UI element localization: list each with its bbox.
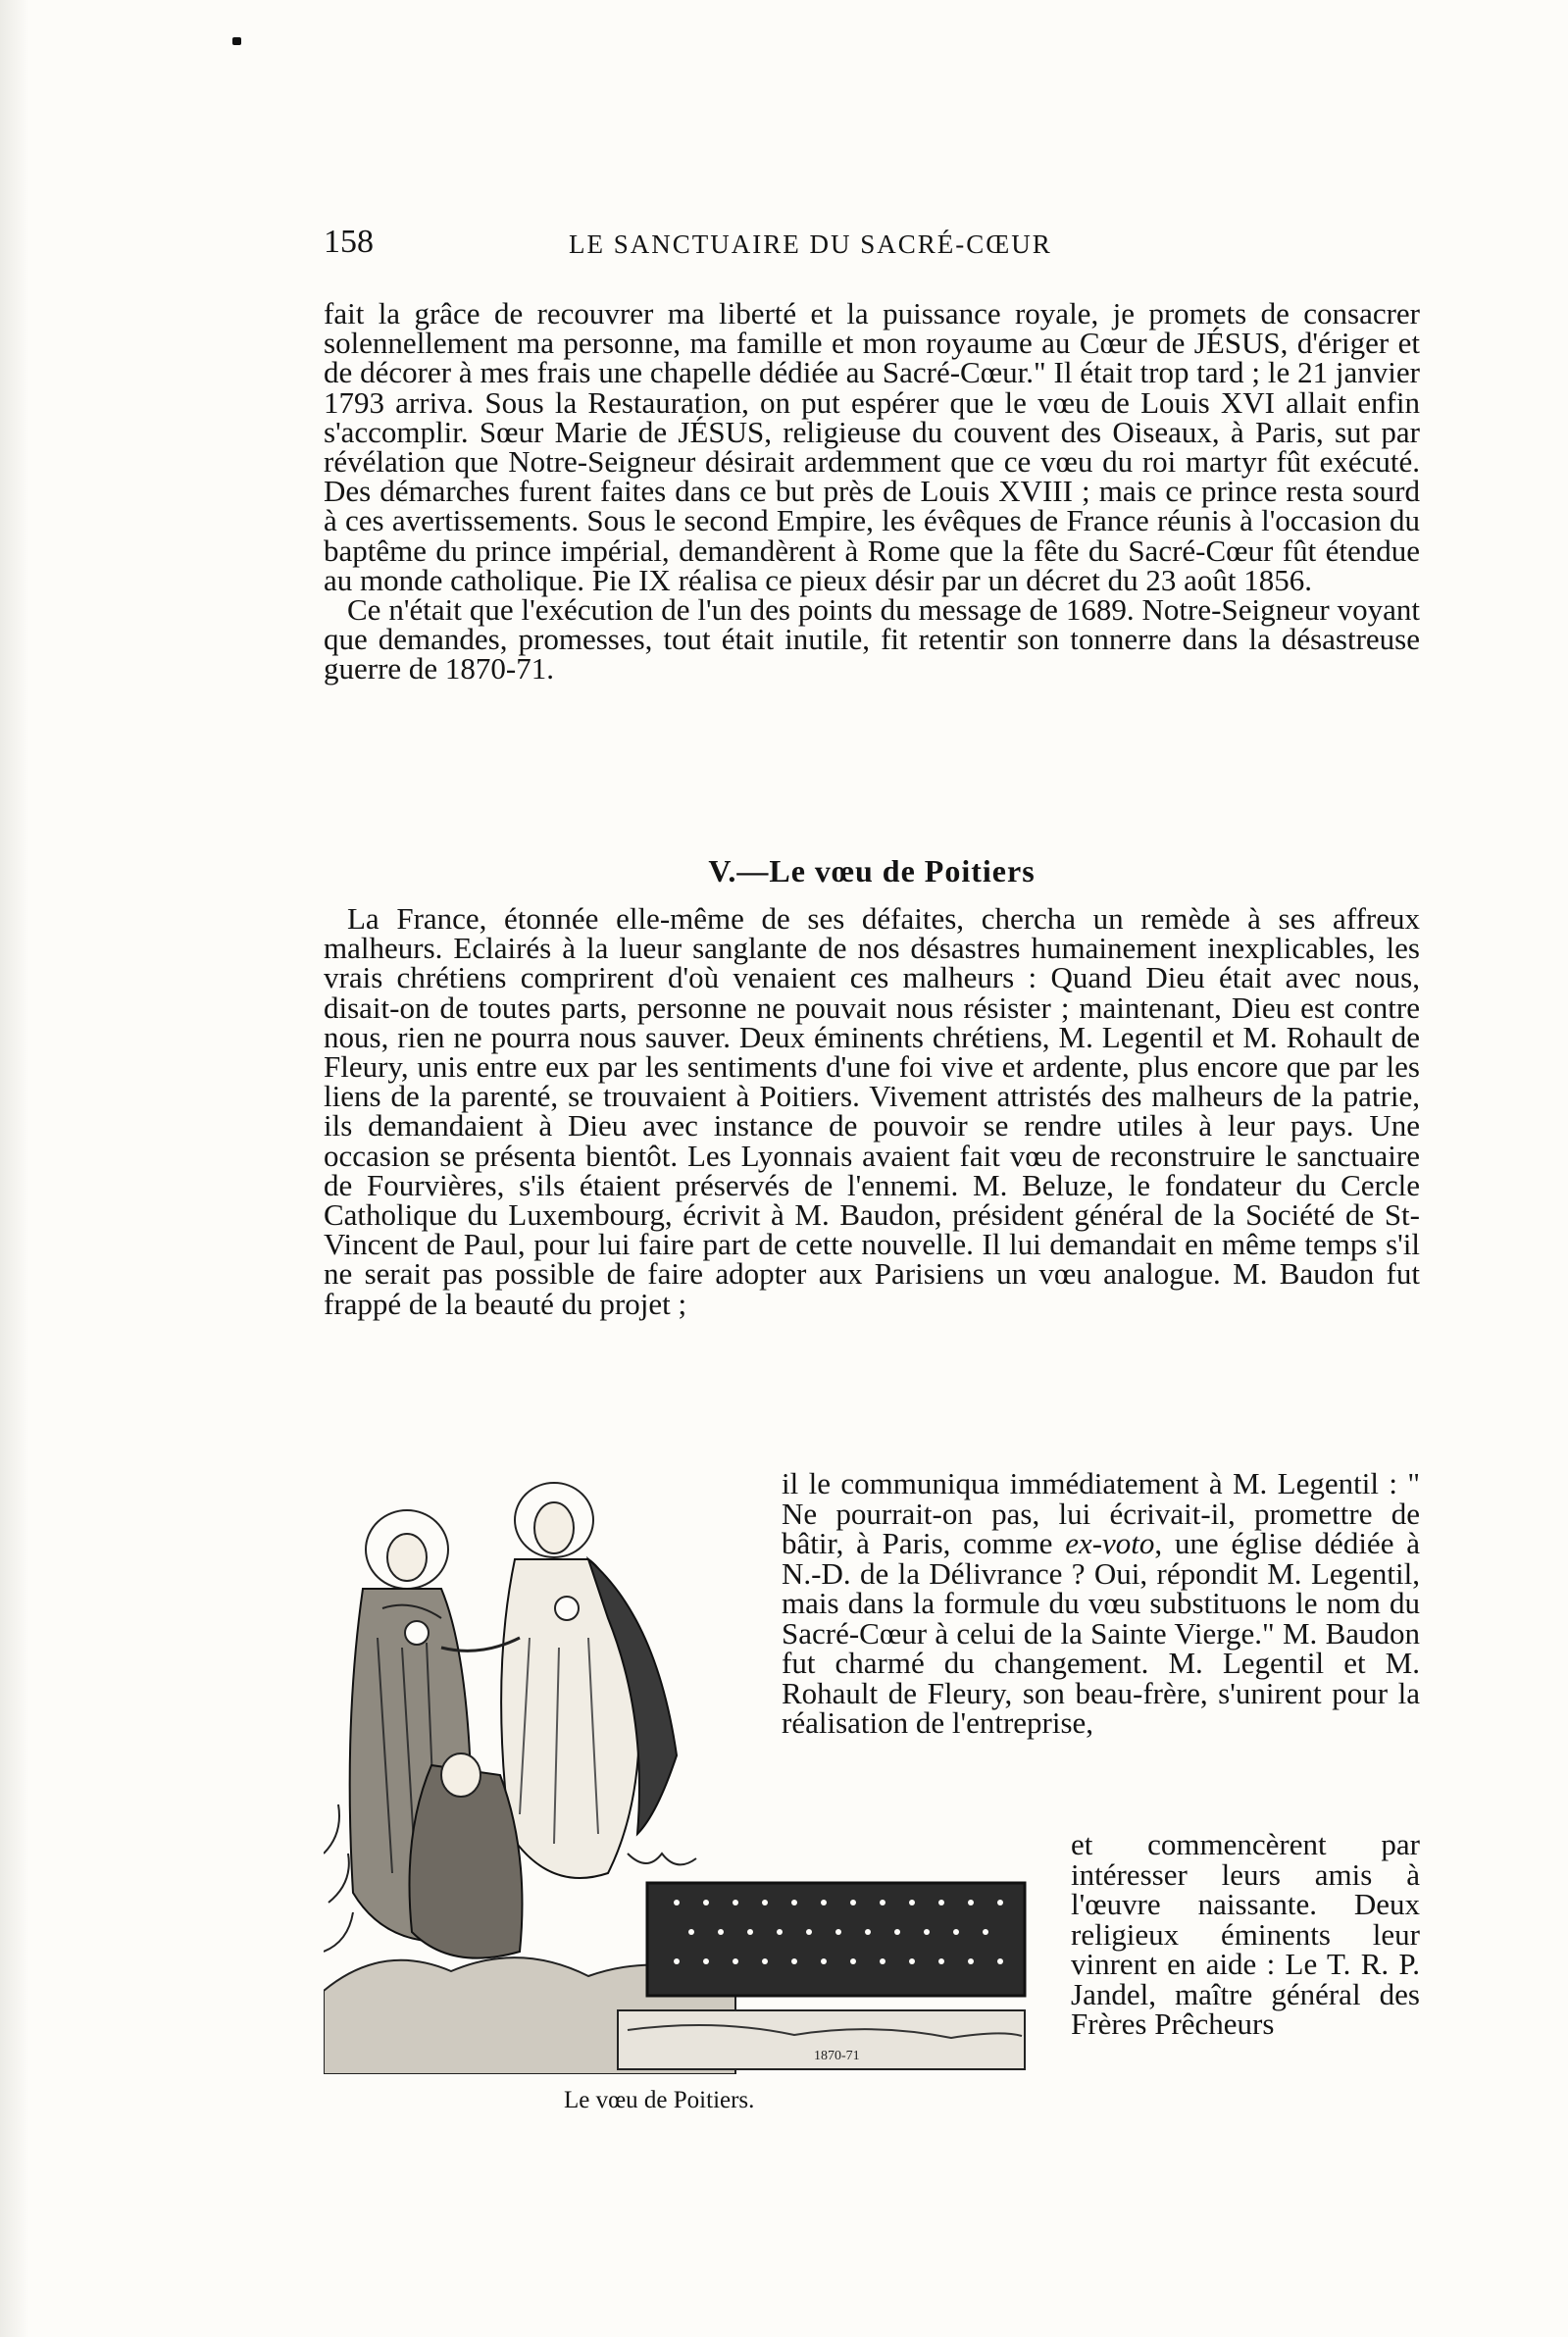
scan-margin	[0, 0, 29, 2337]
engraving-svg	[324, 1481, 1039, 2074]
opening-text	[324, 296, 1420, 686]
section-title: V.—Le vœu de Poitiers	[708, 853, 1036, 889]
running-title: LE SANCTUAIRE DU SACRÉ-CŒUR	[569, 229, 1052, 259]
page-header	[324, 224, 1422, 263]
wrap-text-italic: ex-voto	[1065, 1526, 1155, 1560]
figure-caption: Le vœu de Poitiers.	[564, 2087, 755, 2113]
ink-speck	[232, 37, 241, 45]
paragraph-1: fait la grâce de recouvrer ma liberté et la puissance royale, je promets de consacrer solennellement ma personne, ma famille et mon royaume au Cœur de JÉSUS, d'ériger et de décorer à mes frais une chapelle dédiée au Sacré-Cœur." Il était trop tard ; le 21 janvier 1793 arriva. Sous la Restauration, on put espérer que le vœu de Louis XVI allait enfin s'accomplir. Sœur Marie de JÉSUS, religieuse du couvent des Oiseaux, à Paris, sut par révélation que Notre-Seigneur désirait ardemment que ce vœu du roi martyr fût exécuté. Des démarches furent faites dans ce but près de Louis XVIII ; mais ce prince resta sourd à ces avertissements. Sous le second Empire, les évêques de France réunis à l'occasion du baptême du prince impérial, demandèrent à Rome que la fête du Sacré-Cœur fût étendue au monde catholique. Pie IX réalisa ce pieux désir par un décret du 23 août 1856.	[324, 296, 1420, 597]
paragraph-2: Ce n'était que l'exécution de l'un des points du message de 1689. Notre-Seigneur voyant que demandes, promesses, tout était inutile, fit retentir son tonnerre dans la désastreuse guerre de 1870-71.	[324, 592, 1420, 686]
engraving-date: 1870-71	[814, 2049, 860, 2063]
paragraph-3: La France, étonnée elle-même de ses défaites, chercha un remède à ses affreux malheurs. Eclairés à la lueur sanglante de nos désastres humainement inexplicables, les vrais chrétiens comprirent d'où venaient ces malheurs : Quand Dieu était avec nous, disait-on de toutes parts, personne ne pouvait nous résister ; maintenant, Dieu est contre nous, rien ne pourra nous sauver. Deux éminents chrétiens, M. Legentil et M. Rohault de Fleury, unis entre eux par les sentiments d'une foi vive et ardente, plus encore que par les liens de la parenté, se trouvaient à Poitiers. Vivement attristés des malheurs de la patrie, ils demandaient à Dieu avec instance de pouvoir se rendre utiles à leur pays. Une occasion se présenta bientôt. Les Lyonnais avaient fait vœu de reconstruire le sanctuaire de Fourvières, s'ils étaient préservés de l'ennemi. M. Beluze, le fondateur du Cercle Catholique du Luxembourg, écrivit à M. Baudon, président général de la Société de St-Vincent de Paul, pour lui faire part de cette nouvelle. Il lui demandait en même temps s'il ne serait pas possible de faire adopter aux Parisiens un vœu analogue. M. Baudon fut frappé de la beauté du projet ;	[324, 901, 1420, 1321]
page-number: 158	[324, 224, 374, 260]
wrap-text-a: il le communiqua immédiatement à M. Legentil : " Ne pourrait-on pas, lui écrivait-il, promettre de bâtir, à Paris, comme	[782, 1466, 1420, 1560]
wrap-text-column-2: et commencèrent par intéresser leurs amis à l'œuvre naissante. Deux religieux éminents leur vinrent en aide : Le T. R. P. Jandel, maître général des Frères Prêcheurs	[1071, 1827, 1420, 2041]
section-text	[324, 901, 1420, 1321]
engraving-illustration	[324, 1481, 1039, 2074]
wrap-text-b: , une église dédiée à N.-D. de la Délivrance ? Oui, répondit M. Legentil, mais dans la formule du vœu substituons le nom du Sacré-Cœur à celui de la Sainte Vierge." M. Baudon fut charmé du changement. M. Legentil et M. Rohault de Fleury, son beau-frère, s'unirent pour la réalisation de l'entreprise,	[782, 1526, 1420, 1740]
